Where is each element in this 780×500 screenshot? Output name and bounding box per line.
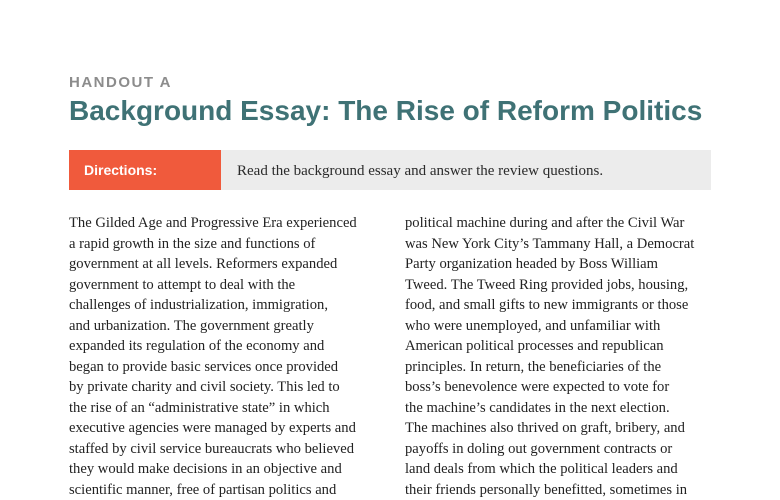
text-line: expanded its regulation of the economy and xyxy=(69,338,325,354)
essay-right-column xyxy=(405,213,694,500)
essay-left-column xyxy=(69,213,357,500)
text-line: government to attempt to deal with the xyxy=(69,276,296,293)
text-line: their friends personally benefitted, sometimes in xyxy=(405,481,688,498)
text-line: principles. In return, the beneficiaries of the xyxy=(405,358,662,375)
text-line: scientific manner, free of partisan politics and xyxy=(69,481,337,498)
text-line: Tweed. The Tweed Ring provided jobs, housing, xyxy=(405,276,689,293)
directions-text: Read the background essay and answer the review questions. xyxy=(237,163,604,179)
text-line: by private charity and civil society. This led to xyxy=(69,379,340,395)
text-line: and urbanization. The government greatly xyxy=(69,317,314,334)
text-line: The Gilded Age and Progressive Era experienced xyxy=(69,215,357,231)
text-line: the rise of an “administrative state” in which xyxy=(69,399,330,416)
text-line: Party organization headed by Boss William xyxy=(405,256,659,272)
text-line: staffed by civil service bureaucrats who believed xyxy=(69,440,355,457)
directions-label: Directions: xyxy=(69,150,221,190)
text-line: land deals from which the political leaders and xyxy=(405,461,678,477)
text-line: began to provide basic services once provided xyxy=(69,358,339,375)
text-line: challenges of industrialization, immigration, xyxy=(69,297,328,313)
text-line: American political processes and republican xyxy=(405,338,664,354)
text-line: was New York City’s Tammany Hall, a Democrat xyxy=(405,235,695,252)
text-line: payoffs in doling out government contracts or xyxy=(405,440,673,457)
text-line: who were unemployed, and unfamiliar with xyxy=(405,317,661,334)
text-line: food, and small gifts to new immigrants or those xyxy=(405,297,689,313)
text-line: political machine during and after the Civil War xyxy=(405,215,685,231)
text-line: boss’s benevolence were expected to vote for xyxy=(405,379,670,395)
text-line: government at all levels. Reformers expanded xyxy=(69,256,338,272)
text-line: The machines also thrived on graft, bribery, and xyxy=(405,420,685,436)
text-line: the machine’s candidates in the next election. xyxy=(405,399,670,416)
text-line: they would make decisions in an objective and xyxy=(69,461,342,477)
text-line: executive agencies were managed by experts and xyxy=(69,420,356,436)
directions-bar xyxy=(69,150,711,190)
page-title: Background Essay: The Rise of Reform Politics xyxy=(69,95,703,126)
text-line: a rapid growth in the size and functions of xyxy=(69,235,316,252)
handout-label: HANDOUT A xyxy=(69,74,172,91)
